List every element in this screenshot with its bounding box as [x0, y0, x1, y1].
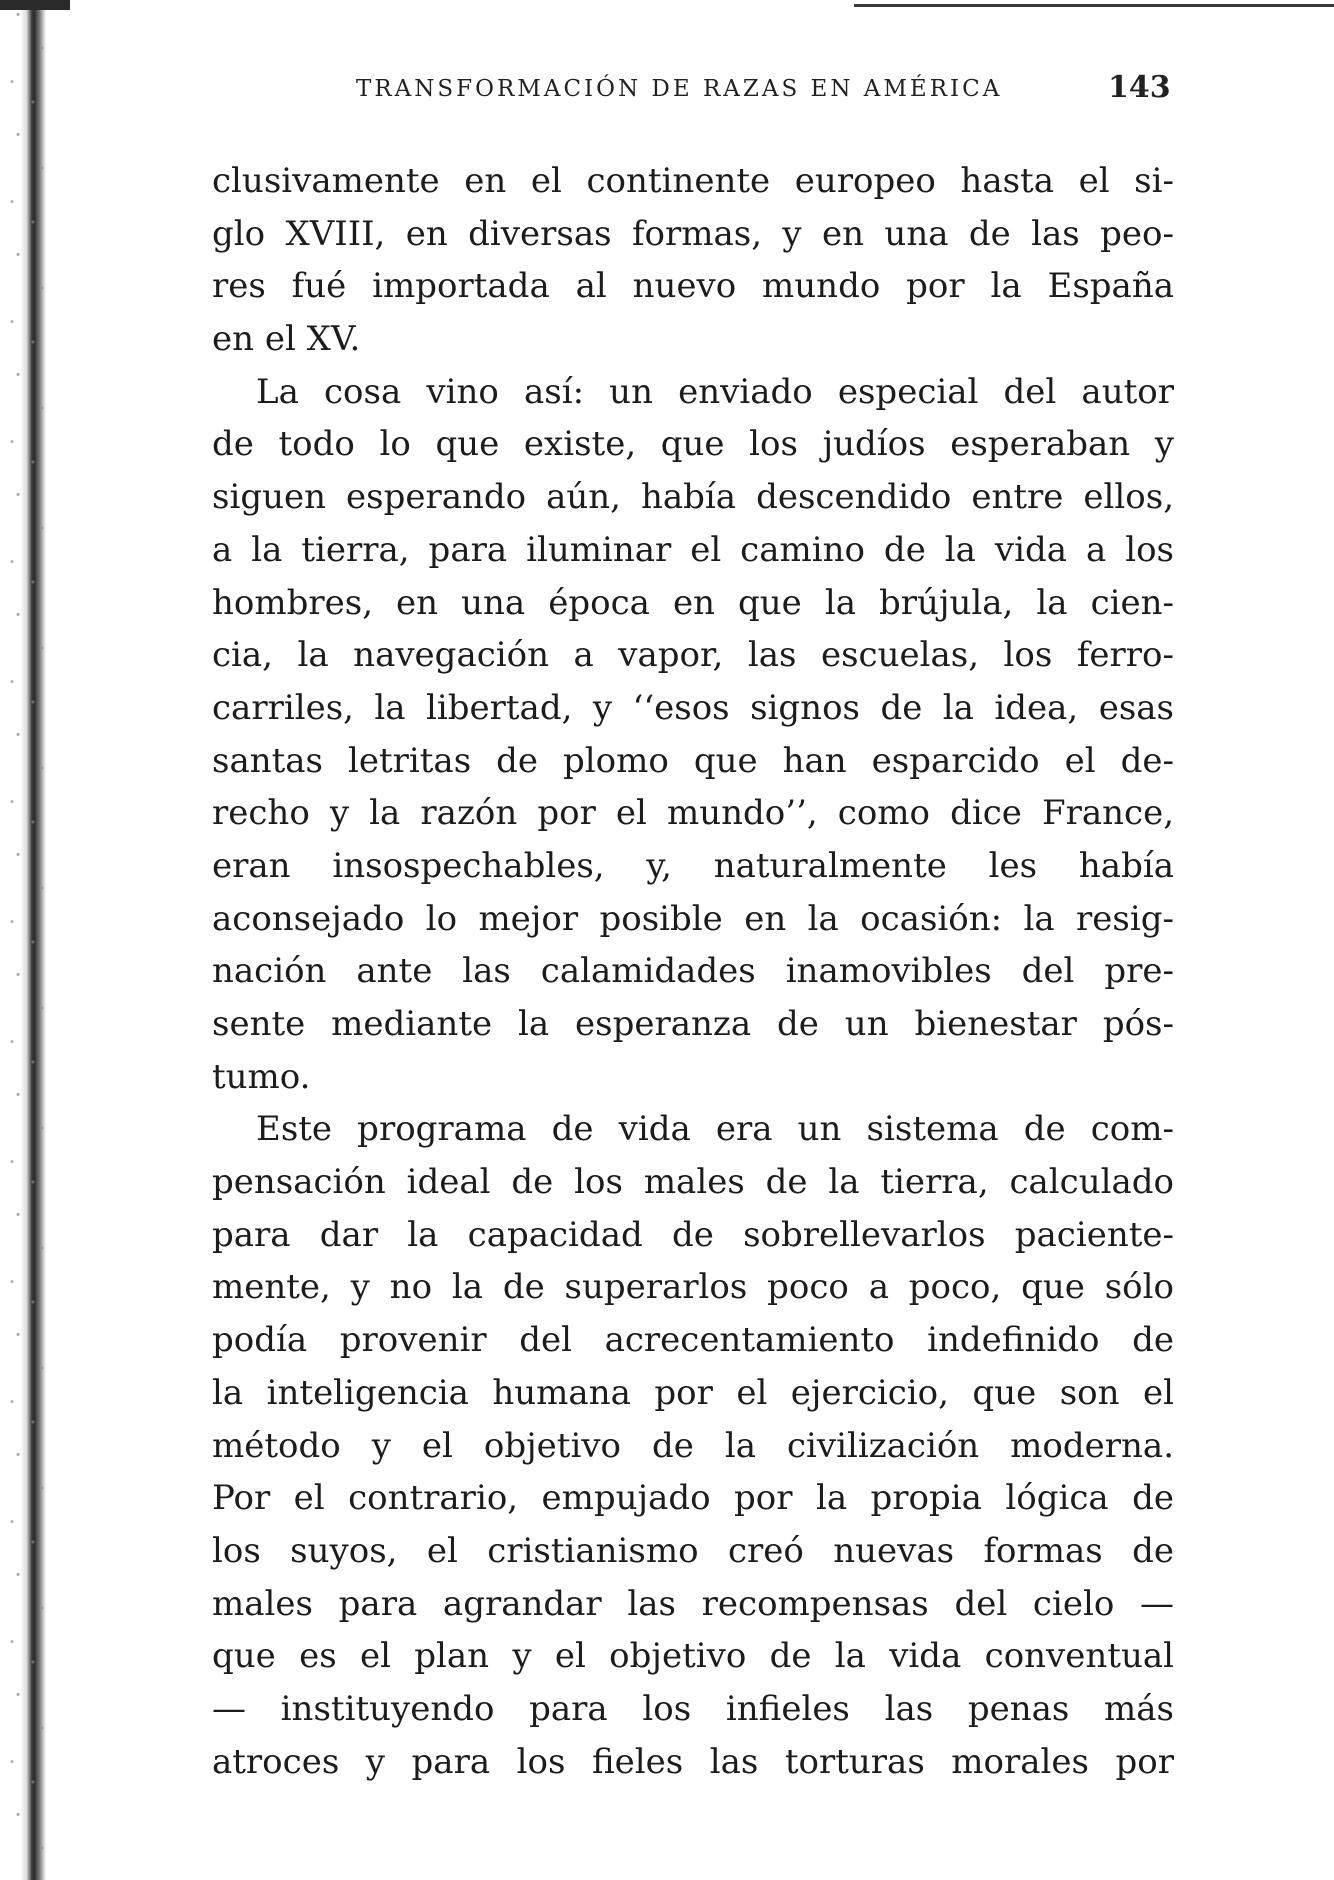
text-line: nación ante las calamidades inamovibles del pre- — [212, 951, 1174, 992]
text-line: podía provenir del acrecentamiento indefinido de — [212, 1320, 1174, 1361]
text-line: hombres, en una época en que la brújula, la cien- — [212, 582, 1174, 623]
text-line: Por el contrario, empujado por la propia lógica de — [212, 1478, 1174, 1519]
text-line: pensación ideal de los males de la tierra, calculado — [212, 1162, 1174, 1203]
text-line: sente mediante la esperanza de un bienestar pós- — [212, 1004, 1174, 1044]
text-line: los suyos, el cristianismo creó nuevas formas de — [212, 1530, 1174, 1571]
text-line: de todo lo que existe, que los judíos esperaban y — [212, 424, 1174, 465]
text-line: carriles, la libertad, y ‘‘esos signos de la idea, esas — [212, 687, 1174, 728]
text-line: cia, la navegación a vapor, las escuelas, los ferro- — [212, 635, 1174, 676]
text-line: clusivamente en el continente europeo hasta el si- — [212, 161, 1174, 201]
text-line: glo XVIII, en diversas formas, y en una de las peo- — [212, 213, 1174, 254]
top-left-scan-mark — [0, 0, 70, 10]
body-text — [212, 155, 1174, 1788]
text-line: tumo. — [212, 1056, 311, 1097]
top-right-scan-rule — [854, 4, 1334, 7]
scan-speckle — [0, 0, 60, 1880]
text-line: eran insospechables, y, naturalmente les había — [212, 845, 1174, 886]
text-line: en el XV. — [212, 319, 361, 360]
text-line: recho y la razón por el mundo’’, como dice France, — [212, 793, 1174, 834]
running-head: TRANSFORMACIÓN DE RAZAS EN AMÉRICA — [356, 76, 1003, 102]
text-line: Este programa de vida era un sistema de com- — [256, 1109, 1174, 1150]
text-line: res fué importada al nuevo mundo por la España — [212, 266, 1174, 307]
text-line: santas letritas de plomo que han esparcido el de- — [212, 740, 1174, 781]
text-line: método y el objetivo de la civilización moderna. — [212, 1425, 1174, 1466]
text-line: males para agrandar las recompensas del cielo — — [212, 1583, 1174, 1624]
text-line: que es el plan y el objetivo de la vida conventual — [212, 1636, 1174, 1677]
text-line: mente, y no la de superarlos poco a poco, que sólo — [212, 1267, 1174, 1308]
text-line: para dar la capacidad de sobrellevarlos paciente- — [212, 1214, 1174, 1255]
text-line: — instituyendo para los infieles las penas más — [212, 1688, 1174, 1729]
text-line: siguen esperando aún, había descendido entre ellos, — [212, 477, 1174, 518]
page-number: 143 — [1108, 70, 1171, 105]
text-line: a la tierra, para iluminar el camino de la vida a los — [212, 529, 1174, 570]
text-line: La cosa vino así: un enviado especial del autor — [256, 371, 1174, 412]
text-line: atroces y para los fieles las torturas morales por — [212, 1741, 1174, 1782]
text-line: la inteligencia humana por el ejercicio, que son el — [212, 1372, 1174, 1413]
text-line: aconsejado lo mejor posible en la ocasión: la resig- — [212, 898, 1174, 939]
